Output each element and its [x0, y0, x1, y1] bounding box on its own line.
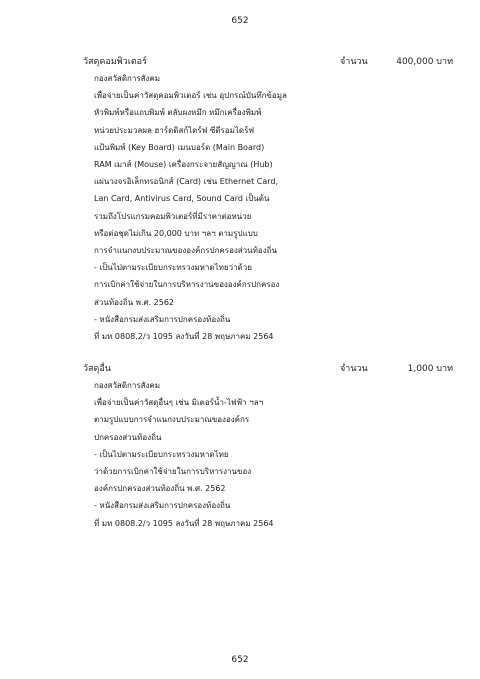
section-body — [94, 377, 453, 532]
body-line: การเบิกค่าใช้จ่ายในการบริหารงานขององค์กรปกครอง — [94, 280, 280, 290]
body-line: ที่ มท 0808.2/ว 1095 ลงวันที่ 28 พฤษภาคม 2564 — [94, 332, 274, 342]
body-line: เพื่อจ่ายเป็นค่าวัสดุอื่นๆ เช่น มิเตอร์น้ำ-ไฟฟ้า ฯลฯ — [94, 398, 264, 408]
body-line: แผ่นวงจรอิเล็กทรอนิกส์ (Card) เช่น Ethernet Card, — [94, 177, 279, 187]
body-line: ส่วนท้องถิ่น พ.ศ. 2562 — [94, 297, 175, 307]
body-line: กองสวัสดิการสังคม — [94, 74, 161, 83]
body-line: ที่ มท 0808.2/ว 1095 ลงวันที่ 28 พฤษภาคม 2564 — [94, 518, 274, 528]
body-line: กองสวัสดิการสังคม — [94, 381, 161, 390]
body-line: การจำแนกงบประมาณขององค์กรปกครองส่วนท้องถิ่น — [94, 246, 277, 256]
body-line: แป้นพิมพ์ (Key Board) เมนบอร์ด (Main Board) — [94, 142, 265, 152]
section-header — [83, 361, 453, 377]
section-other-materials — [83, 361, 453, 532]
page-number-top: 652 — [231, 16, 249, 26]
quantity-label: จำนวน — [340, 57, 368, 67]
section-computer-materials — [83, 54, 453, 345]
section-title: วัสดุอื่น — [83, 364, 111, 374]
body-line: เพื่อจ่ายเป็นค่าวัสดุคอมพิวเตอร์ เช่น อุปกรณ์บันทึกข้อมูล — [94, 91, 287, 101]
quantity-label: จำนวน — [340, 364, 368, 374]
amount-value: 1,000 บาท — [407, 364, 453, 374]
body-line: หัวพิมพ์หรือแถบพิมพ์ ตลับผงหมึก หมึกเครื่องพิมพ์ — [94, 108, 262, 118]
body-line: ว่าด้วยการเบิกค่าใช้จ่ายในการบริหารงานของ — [94, 467, 252, 477]
body-line: RAM เมาส์ (Mouse) เครื่องกระจายสัญญาณ (Hub) — [94, 160, 273, 170]
amount-value: 400,000 บาท — [396, 57, 453, 67]
page-number-bottom: 652 — [231, 655, 249, 665]
body-line: ปกครองส่วนท้องถิ่น — [94, 432, 162, 442]
body-line: - เป็นไปตามระเบียบกระทรวงมหาดไทยว่าด้วย — [94, 263, 252, 273]
body-line: - หนังสือกรมส่งเสริมการปกครองท้องถิ่น — [94, 314, 231, 324]
body-line: Lan Card, Antivirus Card, Sound Card เป็นต้น — [94, 194, 270, 204]
body-line: - เป็นไปตามระเบียบกระทรวงมหาดไทย — [94, 449, 229, 459]
body-line: ตามรูปแบบการจำแนกงบประมาณขององค์กร — [94, 415, 250, 425]
body-line: หน่วยประมวลผล ฮาร์ดดิสก์ไดร์ฟ ซีดีรอมไดร์ฟ — [94, 125, 255, 135]
body-line: - หนังสือกรมส่งเสริมการปกครองท้องถิ่น — [94, 501, 231, 511]
body-line: หรือต่อชุดไม่เกิน 20,000 บาท ฯลฯ ตามรูปแบบ — [94, 228, 258, 238]
section-body — [94, 70, 453, 345]
section-header — [83, 54, 453, 70]
section-title: วัสดุคอมพิวเตอร์ — [83, 57, 147, 67]
body-line: องค์กรปกครองส่วนท้องถิ่น พ.ศ. 2562 — [94, 484, 226, 494]
body-line: รวมถึงโปรแกรมคอมพิวเตอร์ที่มีราคาต่อหน่วย — [94, 211, 252, 221]
